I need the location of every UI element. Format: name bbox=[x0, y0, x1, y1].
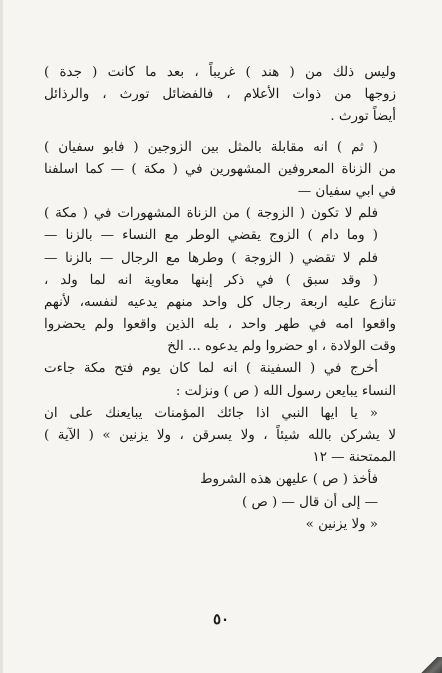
text-line-19: فأخذ ( ص ) عليهن هذه الشروط bbox=[200, 472, 378, 488]
text-line-2: زوجها من ذوات الأعلام ، فالفضائل تورث ، والرذائل bbox=[44, 87, 396, 103]
text-line-20: — إلى أن قال — ( ص ) bbox=[242, 494, 378, 510]
text-line-9: فلم لا تقضي ( الزوجة ) وطرها مع الرجال — بالزنا — bbox=[44, 250, 378, 266]
text-line-3: أيضاً تورث . bbox=[330, 109, 396, 125]
quote-line-2: لا يشركن بالله شيئاً ، ولا يسرقن ، ولا يزنين » ( الآية ) bbox=[44, 428, 396, 443]
text-line-5: من الزناة المعروفين المشهورين في ( مكة ) — كما اسلفنا bbox=[44, 161, 396, 177]
text-line-11: تنازع عليه اربعة رجال كل واحد منهم يدعيه لنفسه، لأنهم bbox=[44, 294, 396, 310]
text-line-12: واقعوا امه في طهر واحد ، بله الذين واقعوا ولم يحضروا bbox=[44, 317, 396, 333]
quote-line-1: « يا ايها النبي اذا جائك المؤمنات يبايعنك على ان bbox=[44, 405, 378, 421]
text-line-14: أخرج في ( السفينة ) انه لما كان يوم فتح مكة جاءت bbox=[44, 361, 378, 377]
paragraph-gap bbox=[44, 129, 396, 137]
page-number: ٥٠ bbox=[212, 610, 230, 628]
page-edge-shadow bbox=[0, 0, 3, 673]
text-line-8: ( وما دام ) الزوج يقضي الوطر مع النساء — بالزنا — bbox=[44, 228, 378, 244]
text-line-7: فلم لا تكون ( الزوجة ) من الزناة المشهورات في ( مكة ) bbox=[44, 206, 378, 222]
text-line-10: ( وقد سبق ) في ذكر إبنها معاوية انه لما ولد ، bbox=[44, 272, 378, 288]
text-line-15: النساء يبايعن رسول الله ( ص ) ونزلت : bbox=[175, 383, 396, 399]
scan-corner-mark bbox=[420, 657, 442, 673]
quote-reference: الممتحنة — ١٢ bbox=[312, 450, 396, 466]
text-line-4: ( ثم ) انه مقابلة بالمثل بين الزوجين ( فابو سفيان ) bbox=[44, 139, 378, 155]
text-line-13: وقت الولادة ، او حضروا ولم يدعوه ... الخ bbox=[167, 339, 396, 355]
body-text bbox=[44, 62, 396, 536]
text-line-6: في ابي سفيان — bbox=[297, 183, 396, 199]
text-line-1: وليس ذلك من ( هند ) غريباً ، بعد ما كانت ( جدة ) bbox=[44, 65, 396, 80]
text-line-21: « ولا يزنين » bbox=[305, 516, 378, 532]
